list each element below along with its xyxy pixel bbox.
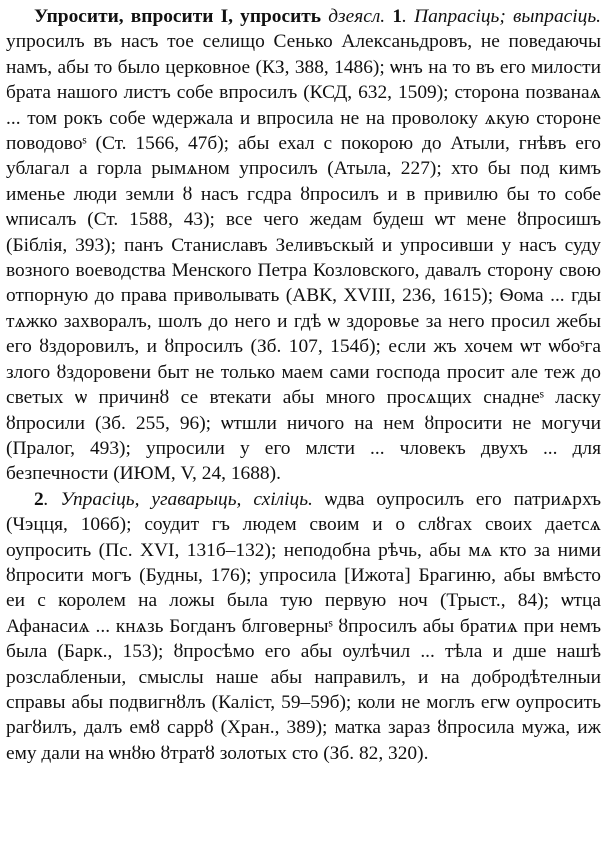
sense-2-number: 2 <box>34 488 44 510</box>
sense-2-citations: ѡдва оупросилъ его патриѧрхъ (Чэцця, 106б); соудит гъ людем своим и о слȣгах своих даетсѧ оупросить (Пс. XVI, 131б–132); неподобна рѣчь, абы мѧ кто за ними ȣпросити могъ (Будны, 176); упросила [Ижота] Брагиню, абы вмѣсто еи с королем на ложы была тую первую ноч (Трыст., 84); ѡтца Афанасиѧ ... кнѧзь Богданъ блговерныˢ ȣпросилъ абы братиѧ при немъ была (Барк., 153); ȣпросѣмо его абы оулѣчил ... тѣла и дше нашѣ розслабленыи, смыслы наше абы направилъ, и на добродѣтелныи справы абы подвигнȣлъ (Каліст, 59–59б); коли не моглъ егѡ оупросить рагȣилъ, далъ емȣ саррȣ (Хран., 389); матка зараз ȣпросила мужа, иж ему дали на ѡнȣю ȣтратȣ золотых сто (Зб. 82, 320). <box>6 488 601 764</box>
dictionary-page <box>6 4 601 849</box>
sense-1-gloss: . Папрасіць; выпрасіць. <box>402 6 601 27</box>
sense-2-gloss: . Упрасіць, угаварыць, схіліць. <box>43 488 313 510</box>
part-of-speech: дзеясл. <box>321 6 386 27</box>
sense-1-number: 1 <box>385 6 403 27</box>
sense-2-paragraph <box>6 487 601 766</box>
sense-1-citations: упросилъ въ насъ тое селищо Сенько Алексаньдровъ, не поведаючы намъ, абы то было церковное (КЗ, 388, 1486); ѡнъ на то въ его милости брата нашого листъ собе впросилъ (КСД, 632, 1509); сторона позванаѧ ... том рокъ собе ѡдержала и впросила не на проволоку ѧкую стороне поводовоˢ (Ст. 1566, 47б); абы ехал с покорою до Атыли, гнѣвъ его ублагал а горла рымѧном упросилъ (Атыла, 227); хто бы под кимъ именье люди земли ȣ насъ гсдра ȣпросилъ и в привилю бы то собе ѡписалъ (Ст. 1588, 43); все чего жедам будеш ѡт мене ȣпросишъ (Біблія, 393); панъ Станиславъ Зеливъскый и упросивши у насъ суду возного воеводства Менского Петра Козловского, давалъ сторону свою отпорную до права приволывать (АВК, XVIII, 236, 1615); Ѳома ... гды тѧжко захворалъ, шолъ до него и гдѣ ѡ здоровье за него просил жебы его ȣздоровилъ, и ȣпросилъ (Зб. 107, 154б); если жъ хочем ѡт ѡбоˢга злого ȣздоровени быт не только маем сами господа просит але теж до светых ѡ причинȣ се втекати абы много просѧщих снаднеˢ ласку ȣпросили (Зб. 255, 96); ѡтшли ничого на нем ȣпросити не могучи (Пралог, 493); упросили у его млсти ... чловекъ двухъ ... для безпечности (ИЮМ, V, 24, 1688). <box>6 31 601 485</box>
headword: Упросити, впросити I, упросить <box>34 6 322 27</box>
sense-1-paragraph <box>6 4 601 487</box>
